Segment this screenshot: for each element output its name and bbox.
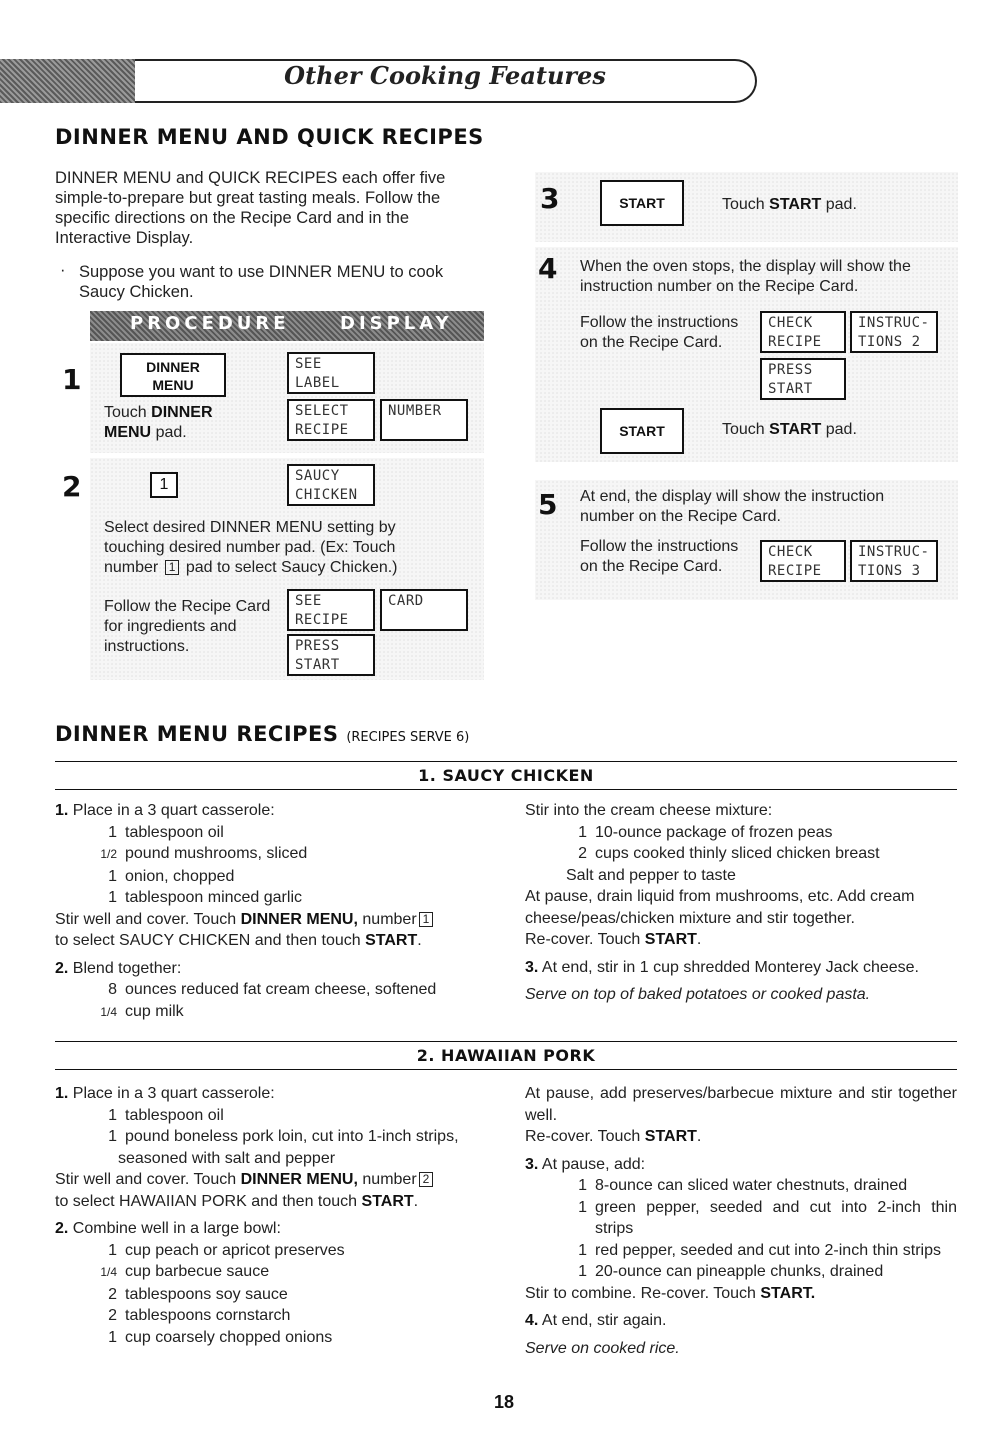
display-line: INSTRUC- xyxy=(858,315,930,331)
display-see-recipe xyxy=(287,589,375,631)
step2-text-b: pad to select Saucy Chicken.) xyxy=(185,559,398,576)
display-line: RECIPE xyxy=(295,612,349,628)
start-button-2[interactable]: START xyxy=(600,408,684,454)
ingredient-qty: 1 xyxy=(578,1177,587,1194)
recover-a: Re-cover. Touch xyxy=(525,1128,641,1145)
recover-a: Re-cover. Touch xyxy=(525,931,641,948)
ingredient-text: 8-ounce can sliced water chestnuts, drained xyxy=(595,1177,908,1194)
display-label: DISPLAY xyxy=(340,313,453,334)
step4-suffix: pad. xyxy=(825,421,857,438)
display-line: RECIPE xyxy=(768,334,822,350)
step1-number: 1 xyxy=(62,363,82,396)
recipe1-right-column xyxy=(525,800,957,1006)
ingredient-qty: 2 xyxy=(578,845,587,862)
display-line: TIONS 3 xyxy=(858,563,921,579)
ingredient-text: ounces reduced fat cream cheese, softened xyxy=(125,981,437,998)
recipe1-bottom-rule xyxy=(55,789,957,790)
ingredient-text: pound mushrooms, sliced xyxy=(125,845,308,862)
ingredient-qty: 1 xyxy=(108,889,117,906)
ingredient-qty: 1/2 xyxy=(100,847,117,861)
ingredient-qty: 1 xyxy=(108,1128,117,1145)
ingredient-text: pound boneless pork loin, cut into 1-inch strips, xyxy=(125,1128,459,1145)
recipe1-serve xyxy=(525,984,957,1006)
ingredient-text: cups cooked thinly sliced chicken breast xyxy=(595,845,880,862)
display-line: CHECK xyxy=(768,315,813,331)
display-line: INSTRUC- xyxy=(858,544,930,560)
serve-text: Serve on cooked rice. xyxy=(525,1339,680,1357)
ingredient xyxy=(55,1001,505,1024)
display-line: RECIPE xyxy=(768,563,822,579)
start-button[interactable]: START xyxy=(600,180,684,226)
recipe2-stir-line2 xyxy=(55,1191,505,1213)
ingredient xyxy=(55,979,505,1001)
step-num: 2. xyxy=(55,1220,69,1237)
section2-subtitle: (RECIPES SERVE 6) xyxy=(346,730,470,745)
step-num: 4. xyxy=(525,1312,539,1329)
header-hatch-strip xyxy=(0,59,135,103)
display-number xyxy=(380,399,468,441)
ingredient-qty: 1 xyxy=(108,867,117,885)
ingredient-text: green pepper, seeded and cut into 2-inch thin strips xyxy=(595,1198,957,1237)
display-line: CARD xyxy=(388,593,424,609)
recipe1-stir-line2 xyxy=(55,930,505,952)
stir-f: . xyxy=(413,1192,419,1210)
recipe2-serve xyxy=(525,1338,957,1360)
step1-bold2: MENU xyxy=(104,424,152,441)
step4-text: When the oven stops, the display will show the instruction number on the Recipe Card. xyxy=(580,258,911,295)
recipe2-left-column xyxy=(55,1083,505,1348)
recover-c: . xyxy=(696,1128,702,1145)
ingredient-qty: 1 xyxy=(108,1328,117,1346)
page-number: 18 xyxy=(493,1392,515,1412)
display-press-start xyxy=(287,634,375,676)
number-1-key-inline: 1 xyxy=(165,560,180,575)
number-1-key[interactable]: 1 xyxy=(150,472,178,498)
step-text: At end, stir in 1 cup shredded Monterey Jack cheese. xyxy=(541,958,919,976)
ingredient xyxy=(55,1261,505,1284)
recipe1-recover xyxy=(525,929,957,951)
intro-paragraph: DINNER MENU and QUICK RECIPES each offer five simple-to-prepare but great tasting meals. Follow the specific directions on the Recipe Card and in the Interactive Display. xyxy=(55,169,446,247)
section-title-dinner-menu-quick-recipes: DINNER MENU AND QUICK RECIPES xyxy=(55,125,484,149)
ingredient-continued: seasoned with salt and pepper xyxy=(118,1149,336,1167)
display-press-start-2 xyxy=(760,358,846,400)
step4-number: 4 xyxy=(538,252,558,285)
display-line: PRESS xyxy=(295,638,340,654)
ingredient-text: cup barbecue sauce xyxy=(125,1263,270,1280)
ingredient-qty: 2 xyxy=(108,1307,117,1324)
ingredient-text: tablespoon minced garlic xyxy=(125,889,302,906)
recipe2-bottom-rule xyxy=(55,1069,957,1070)
ingredient xyxy=(55,843,505,866)
ingredient-text: tablespoons cornstarch xyxy=(125,1307,291,1324)
ingredient xyxy=(525,1175,957,1197)
ingredient-text: cup peach or apricot preserves xyxy=(125,1241,345,1259)
stir-e: START xyxy=(361,1192,414,1210)
stir-c: number xyxy=(362,910,417,928)
step3-suffix: pad. xyxy=(825,196,857,213)
recover-b: START xyxy=(644,931,697,948)
dinner-menu-button[interactable] xyxy=(120,353,226,397)
ingredient-qty: 8 xyxy=(108,981,117,998)
step1-touch: Touch xyxy=(104,404,147,421)
step-num: 2. xyxy=(55,959,69,977)
step3-touch: Touch xyxy=(722,196,765,213)
ingredient xyxy=(55,866,505,888)
ingredient-qty: 1 xyxy=(578,1198,587,1216)
stir-a: Stir well and cover. Touch xyxy=(55,910,237,928)
step1-suffix: pad. xyxy=(155,424,187,441)
recipe1-stir-line1 xyxy=(55,909,505,931)
section2-title: DINNER MENU RECIPES xyxy=(55,722,339,746)
display-line: NUMBER xyxy=(388,403,442,419)
ingredient-text: tablespoon oil xyxy=(125,1106,224,1124)
recipe1-step1 xyxy=(55,800,505,822)
step2-text-a: Select desired DINNER MENU setting by touching desired number pad. (Ex: Touch number xyxy=(104,519,396,576)
procedure-label: PROCEDURE xyxy=(130,313,290,334)
recipe1-step2 xyxy=(55,958,505,980)
ingredient-text: tablespoons soy sauce xyxy=(125,1285,288,1303)
step4-touch-text xyxy=(722,420,857,440)
step-text: At end, stir again. xyxy=(541,1312,667,1329)
display-card xyxy=(380,589,468,631)
ingredient xyxy=(55,1240,505,1262)
recipe1-top-rule xyxy=(55,761,957,762)
ingredient xyxy=(55,1327,505,1349)
ingredient-qty: 2 xyxy=(108,1285,117,1303)
recipe2-stir-line1 xyxy=(55,1169,505,1191)
stir-d: to select SAUCY CHICKEN and then touch xyxy=(55,932,361,949)
ingredient xyxy=(525,843,957,865)
stir-c: number xyxy=(362,1171,417,1188)
step-text: Combine well in a large bowl: xyxy=(72,1220,281,1237)
ingredient-text: 10-ounce package of frozen peas xyxy=(595,823,833,841)
ingredient xyxy=(525,822,957,844)
ingredient xyxy=(55,887,505,909)
bullet-dot: · xyxy=(60,261,66,279)
ingredient-text: tablespoon oil xyxy=(125,823,224,841)
recover-c: . xyxy=(696,931,702,948)
step-num: 3. xyxy=(525,958,539,976)
stir-d: to select HAWAIIAN PORK and then touch xyxy=(55,1192,358,1210)
stir-a: Stir well and cover. Touch xyxy=(55,1171,237,1188)
step4-bold: START xyxy=(769,421,822,438)
step5-text: At end, the display will show the instruction number on the Recipe Card. xyxy=(580,488,885,525)
step3-text xyxy=(722,195,857,215)
step4-follow: Follow the instructions on the Recipe Card. xyxy=(580,314,739,351)
display-instructions-2 xyxy=(850,311,938,353)
ingredient-qty: 1 xyxy=(108,1241,117,1259)
step1-text xyxy=(104,403,213,443)
recover-b: START xyxy=(644,1128,697,1145)
recipe1-ingredients-2 xyxy=(55,979,505,1023)
display-instructions-3 xyxy=(850,540,938,582)
header-title: Other Cooking Features xyxy=(284,61,606,90)
ingredient xyxy=(55,1126,505,1148)
step-text: Blend together: xyxy=(72,959,182,977)
display-line: LABEL xyxy=(295,375,340,391)
recipe2-step2 xyxy=(55,1218,505,1240)
display-check-recipe xyxy=(760,311,846,353)
recipe2-pause: At pause, add preserves/barbecue mixture and stir together well. xyxy=(525,1085,957,1124)
recipe2-top-rule xyxy=(55,1041,957,1042)
recipe2-step3 xyxy=(525,1154,957,1176)
display-line: CHICKEN xyxy=(295,487,358,503)
recipe1-pause: At pause, drain liquid from mushrooms, etc. Add cream cheese/peas/chicken mixture and stir together. xyxy=(525,888,915,927)
ingredient xyxy=(55,1305,505,1327)
recipe2-step4 xyxy=(525,1310,957,1332)
ingredient-text: 20-ounce can pineapple chunks, drained xyxy=(595,1263,884,1280)
recipe1-title: 1. SAUCY CHICKEN xyxy=(418,766,594,785)
step1-bold1: DINNER xyxy=(151,404,213,421)
number-2-key-inline: 2 xyxy=(419,1172,434,1187)
recipe2-recover xyxy=(525,1126,957,1148)
display-line: SEE xyxy=(295,356,322,372)
ingredient-qty: 1 xyxy=(578,823,587,841)
ingredient-text: onion, chopped xyxy=(125,867,235,885)
step-text: At pause, add: xyxy=(541,1155,646,1173)
display-line: TIONS 2 xyxy=(858,334,921,350)
ingredient-text: cup coarsely chopped onions xyxy=(125,1328,333,1346)
display-line: START xyxy=(295,657,340,673)
stir-e: START xyxy=(365,932,418,949)
recipe2-combine xyxy=(525,1283,957,1305)
recipe2-step1 xyxy=(55,1083,505,1105)
recipe2-title: 2. HAWAIIAN PORK xyxy=(416,1046,596,1065)
stir-b: DINNER MENU, xyxy=(240,910,358,928)
step3-bold: START xyxy=(769,196,822,213)
display-line: RECIPE xyxy=(295,422,349,438)
recipe2-right-column xyxy=(525,1083,957,1359)
dinner-menu-button-line2: MENU xyxy=(152,377,194,393)
step3-number: 3 xyxy=(540,182,560,215)
recipe1-ingredients-3 xyxy=(525,822,957,865)
recipe2-ingredients-2 xyxy=(55,1240,505,1349)
ingredient-text: red pepper, seeded and cut into 2-inch thin strips xyxy=(595,1241,941,1259)
display-line: START xyxy=(768,381,813,397)
ingredient xyxy=(525,1261,957,1283)
stir-f: . xyxy=(417,932,422,949)
display-line: SAUCY xyxy=(295,468,340,484)
ingredient-qty: 1 xyxy=(108,1106,117,1124)
ingredient-qty: 1/4 xyxy=(100,1004,117,1019)
recipe1-salt: Salt and pepper to taste xyxy=(566,866,736,884)
recipe1-stir-into: Stir into the cream cheese mixture: xyxy=(525,802,773,819)
step-text: Place in a 3 quart casserole: xyxy=(72,802,275,819)
step5-follow: Follow the instructions on the Recipe Card. xyxy=(580,538,739,575)
recipe1-ingredients-1 xyxy=(55,822,505,909)
dinner-menu-button-line1: DINNER xyxy=(146,359,200,375)
display-line: CHECK xyxy=(768,544,813,560)
ingredient xyxy=(55,1284,505,1306)
step-num: 1. xyxy=(55,1085,69,1102)
step2-number: 2 xyxy=(62,470,82,503)
step2-follow: Follow the Recipe Card for ingredients and instructions. xyxy=(104,598,271,655)
serve-text: Serve on top of baked potatoes or cooked pasta. xyxy=(525,986,871,1003)
recipe1-left-column xyxy=(55,800,505,1023)
ingredient-qty: 1 xyxy=(578,1263,587,1280)
bullet-text: Suppose you want to use DINNER MENU to cook Saucy Chicken. xyxy=(79,263,444,301)
display-select-recipe xyxy=(287,399,375,441)
ingredient-qty: 1/4 xyxy=(100,1265,117,1279)
display-line: SELECT xyxy=(295,403,349,419)
combine-b: START. xyxy=(760,1284,816,1302)
section-title-dinner-menu-recipes xyxy=(55,722,469,746)
step-num: 1. xyxy=(55,802,69,819)
display-line: SEE xyxy=(295,593,322,609)
step-num: 3. xyxy=(525,1155,539,1173)
number-1-key-inline: 1 xyxy=(419,912,434,927)
ingredient-text: cup milk xyxy=(125,1002,184,1020)
step4-touch: Touch xyxy=(722,421,765,438)
step-text: Place in a 3 quart casserole: xyxy=(72,1085,275,1102)
ingredient xyxy=(55,1105,505,1127)
ingredient-qty: 1 xyxy=(578,1241,587,1259)
ingredient xyxy=(525,1240,957,1262)
combine-a: Stir to combine. Re-cover. Touch xyxy=(525,1284,756,1302)
display-saucy-chicken xyxy=(287,464,375,506)
stir-b: DINNER MENU, xyxy=(240,1171,358,1188)
display-line: PRESS xyxy=(768,362,813,378)
step2-text xyxy=(104,518,444,578)
ingredient xyxy=(525,1197,957,1240)
step5-number: 5 xyxy=(538,488,558,521)
display-see-label xyxy=(287,352,375,394)
display-check-recipe-3 xyxy=(760,540,846,582)
ingredient-qty: 1 xyxy=(108,823,117,841)
ingredient xyxy=(55,822,505,844)
recipe1-step3 xyxy=(525,957,957,979)
